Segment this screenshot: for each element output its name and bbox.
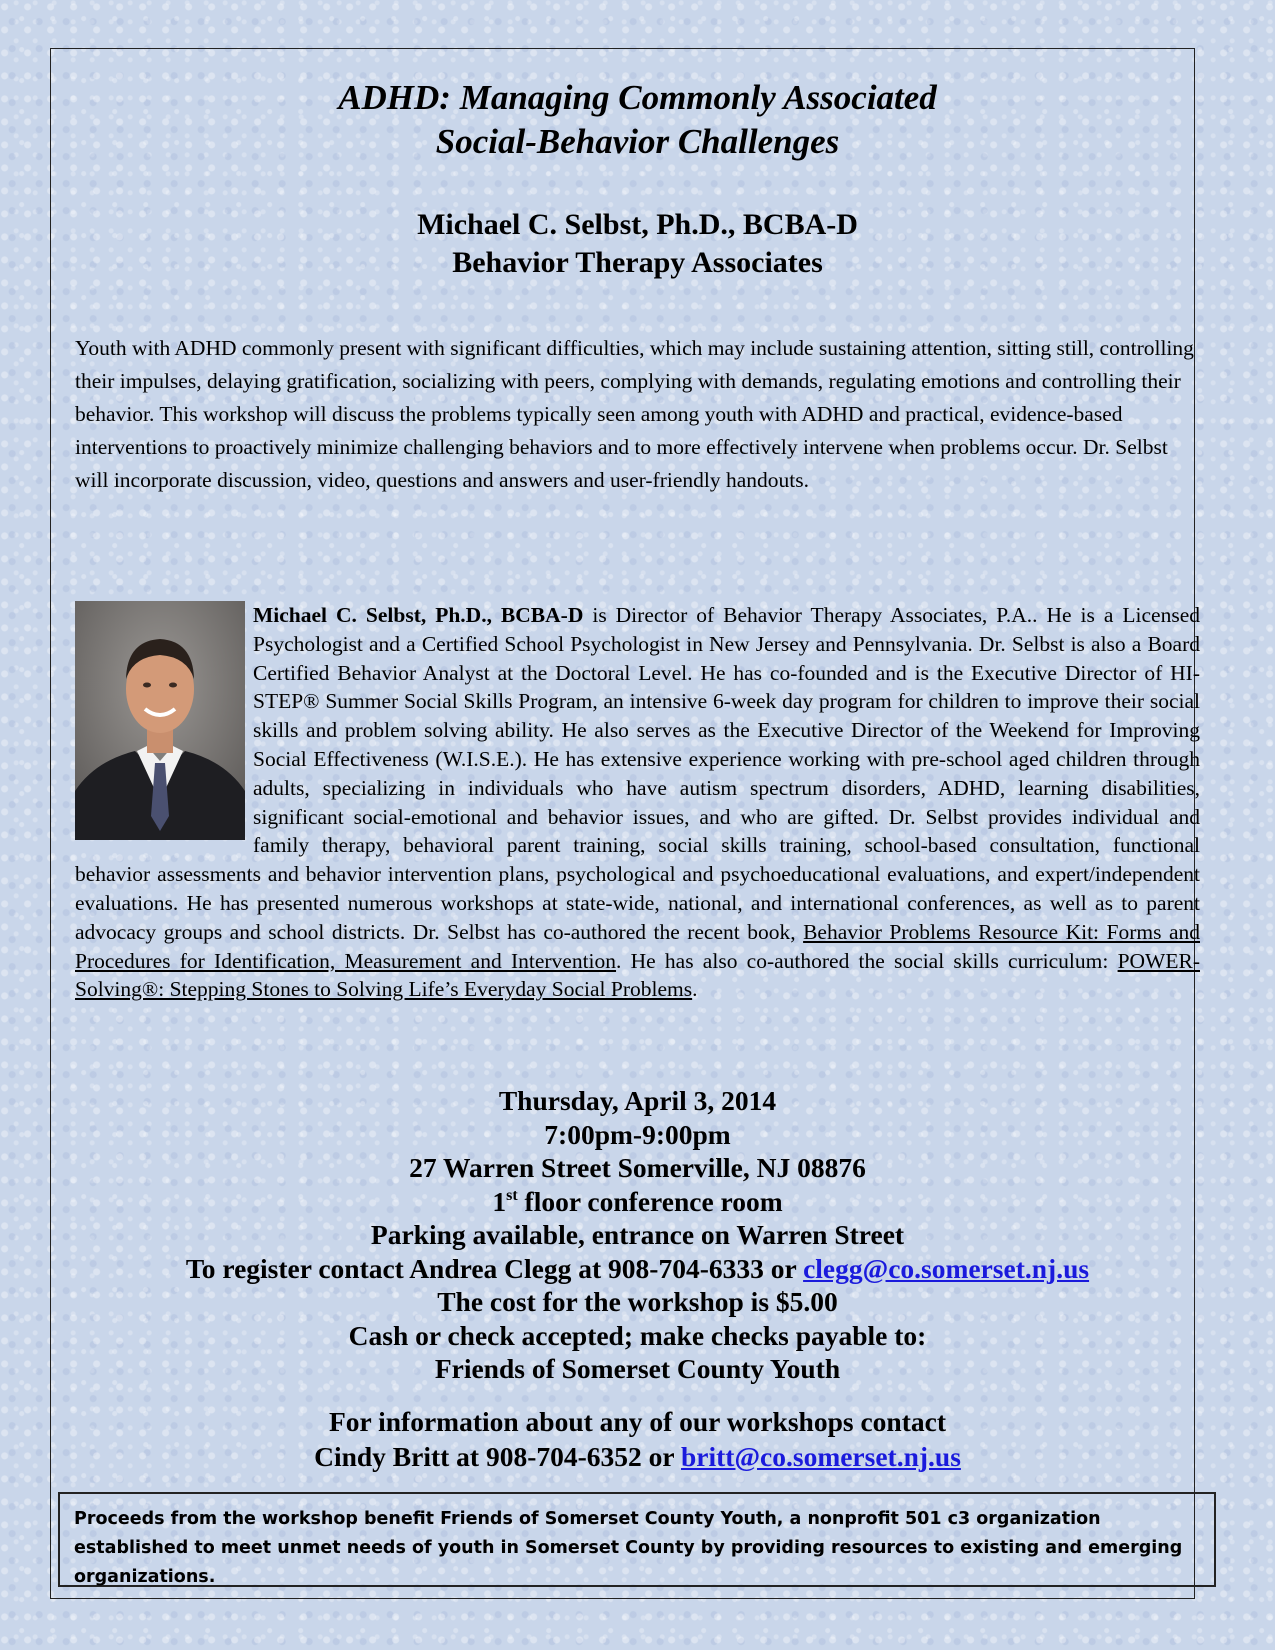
register-text: To register contact Andrea Clegg at 908-704-6333 or [185,1252,804,1284]
room-ordinal: st [506,1186,518,1204]
event-payee: Friends of Somerset County Youth [434,1353,841,1384]
bio-text-part-2: . He has also co-authored the social skills curriculum: [616,948,1118,973]
bio-text-part-3: . [692,977,698,1002]
event-date: Thursday, April 3, 2014 [498,1085,777,1116]
contact-email-link[interactable]: britt@co.somerset.nj.us [681,1441,961,1472]
event-room [50,1185,1225,1219]
proceeds-notice: Proceeds from the workshop benefit Friends of Somerset County Youth, a nonprofit 501 c3 organization established to meet unmet needs of youth in Somerset County by providing resources to existing and emerging organizations. [58,1492,1216,1587]
event-time: 7:00pm-9:00pm [544,1118,731,1150]
presenter-photo [75,601,245,840]
workshop-title [0,76,1275,164]
presenter-organization: Behavior Therapy Associates [452,246,823,279]
event-parking: Parking available, entrance on Warren Street [370,1219,905,1250]
event-register [50,1252,1225,1286]
title-line-1: ADHD: Managing Commonly Associated [338,78,937,117]
presenter-name: Michael C. Selbst, Ph.D., BCBA-D [417,208,858,241]
room-number: 1 [492,1185,507,1217]
contact-line-1: For information about any of our workshops contact [328,1406,946,1437]
curriculum-title: POWER-Solving®: Stepping Stones to Solving Life’s Everyday Social Problems [75,948,1200,1002]
room-text: floor conference room [517,1185,783,1217]
book-title: Behavior Problems Resource Kit: Forms and Procedures for Identification, Measurement and Intervention [75,919,1200,973]
presenter-bio [75,601,1200,1004]
title-line-2: Social-Behavior Challenges [435,122,840,161]
event-cost: The cost for the workshop is $5.00 [437,1286,838,1317]
workshop-description: Youth with ADHD commonly present with significant difficulties, which may include sustaining attention, sitting still, controlling their impulses, delaying gratification, socializing with peers, complying with demands, regulating emotions and controlling their behavior. This workshop will discuss the problems typically seen among youth with ADHD and practical, evidence-based interventions to proactively minimize challenging behaviors and to more effectively intervene when problems occur. Dr. Selbst will incorporate discussion, video, questions and answers and user-friendly handouts. [75,336,1194,492]
contact-text: Cindy Britt at 908-704-6352 or [314,1441,681,1472]
event-payment: Cash or check accepted; make checks payable to: [348,1319,927,1351]
contact-line-2 [50,1439,1225,1474]
workshop-contact [50,1404,1225,1474]
presenter-block [0,206,1275,282]
bio-name: Michael C. Selbst, Ph.D., BCBA-D [253,603,584,627]
register-email-link[interactable]: clegg@co.somerset.nj.us [803,1252,1090,1284]
bio-text-part-1: is Director of Behavior Therapy Associates, P.A.. He is a Licensed Psychologist and a Certified School Psychologist in New Jersey and Pennsylvania. Dr. Selbst is also a Board Certified Behavior Analyst at the Doctoral Level. He has co-founded and is the Executive Director of HI-STEP® Summer Social Skills Program, an intensive 6-week day program for children to improve their social skills and problem solving ability. He also serves as the Executive Director of the Weekend for Improving Social Effectiveness (W.I.S.E.). He has extensive experience working with pre-school aged children through adults, specializing in individuals who have autism spectrum disorders, ADHD, learning disabilities, significant social-emotional and behavior issues, and who are gifted. Dr. Selbst provides individual and family therapy, behavioral parent training, social skills training, school-based consultation, functional behavior assessments and behavior intervention plans, psychological and psychoeducational evaluations, and expert/independent evaluations. He has presented numerous workshops at state-wide, national, and international conferences, as well as to parent advocacy groups and school districts. Dr. Selbst has co-authored the recent book, [75,603,1200,944]
event-address: 27 Warren Street Somerville, NJ 08876 [409,1152,866,1183]
event-details [50,1084,1225,1386]
